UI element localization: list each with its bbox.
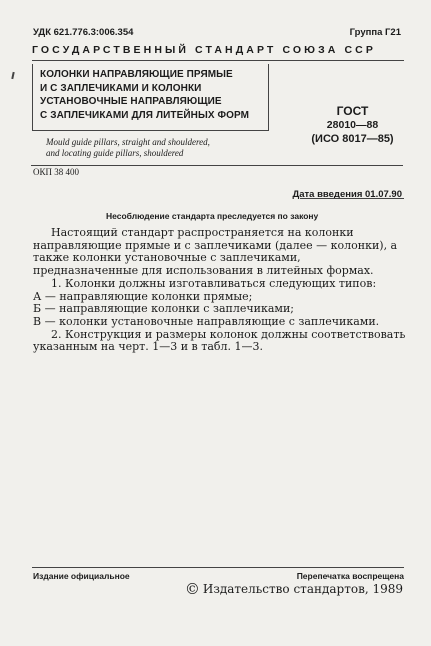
gost-label: ГОСТ <box>336 104 369 118</box>
standard-name: ГОСУДАРСТВЕННЫЙ СТАНДАРТ СОЮЗА ССР <box>32 44 376 56</box>
english-title-line: Mould guide pillars, straight and shouldered, <box>46 137 210 147</box>
type-item: Б — направляющие колонки с заплечиками; <box>33 302 294 316</box>
gost-designation <box>300 104 405 146</box>
edition-label: Издание официальное <box>33 571 130 581</box>
title-line: УСТАНОВОЧНЫЕ НАПРАВЛЯЮЩИЕ <box>40 96 222 107</box>
copyright-text: Издательство стандартов, 1989 <box>202 582 403 596</box>
header-divider <box>32 60 404 61</box>
copyright-symbol: © <box>184 580 200 598</box>
english-title-line: and locating guide pillars, shouldered <box>46 148 184 158</box>
english-title <box>46 137 210 159</box>
type-item: В — колонки установочные направляющие с заплечиками. <box>33 314 380 328</box>
okp-code: ОКП 38 400 <box>33 167 80 177</box>
title-line: С ЗАПЛЕЧИКАМИ ДЛЯ ЛИТЕЙНЫХ ФОРМ <box>40 109 250 121</box>
title-line: КОЛОНКИ НАПРАВЛЯЮЩИЕ ПРЯМЫЕ <box>40 69 233 80</box>
legal-notice: Несоблюдение стандарта преследуется по закону <box>106 211 319 221</box>
okp-divider <box>31 165 403 178</box>
reprint-notice: Перепечатка воспрещена <box>296 571 404 581</box>
effective-date: Дата введения 01.07.90 <box>292 189 402 200</box>
clause-2: 2. Конструкция и размеры колонок должны соответствовать указанным на черт. 1—3 и в табл. 1—3. <box>33 327 406 354</box>
copyright <box>185 580 403 598</box>
iso-reference: (ИСО 8017—85) <box>311 133 394 145</box>
intro-paragraph: Настоящий стандарт распространяется на колонки направляющие прямые и с заплечиками (далее — колонки), а также колонки установочные с заплечиками, предназначенные для использования в литейных формах. <box>33 226 398 278</box>
date-underline <box>300 198 404 199</box>
clause-1: 1. Колонки должны изготавливаться следующих типов: <box>51 276 377 290</box>
russian-title <box>40 68 280 122</box>
type-item: А — направляющие колонки прямые; <box>33 289 253 303</box>
body-text <box>33 227 406 354</box>
footer-divider <box>32 567 404 568</box>
group-code: Группа Г21 <box>349 27 401 38</box>
udc-code: УДК 621.776.3:006.354 <box>33 27 134 38</box>
gost-number: 28010—88 <box>326 119 379 131</box>
title-line: И С ЗАПЛЕЧИКАМИ И КОЛОНКИ <box>40 82 202 94</box>
margin-mark <box>11 72 14 79</box>
